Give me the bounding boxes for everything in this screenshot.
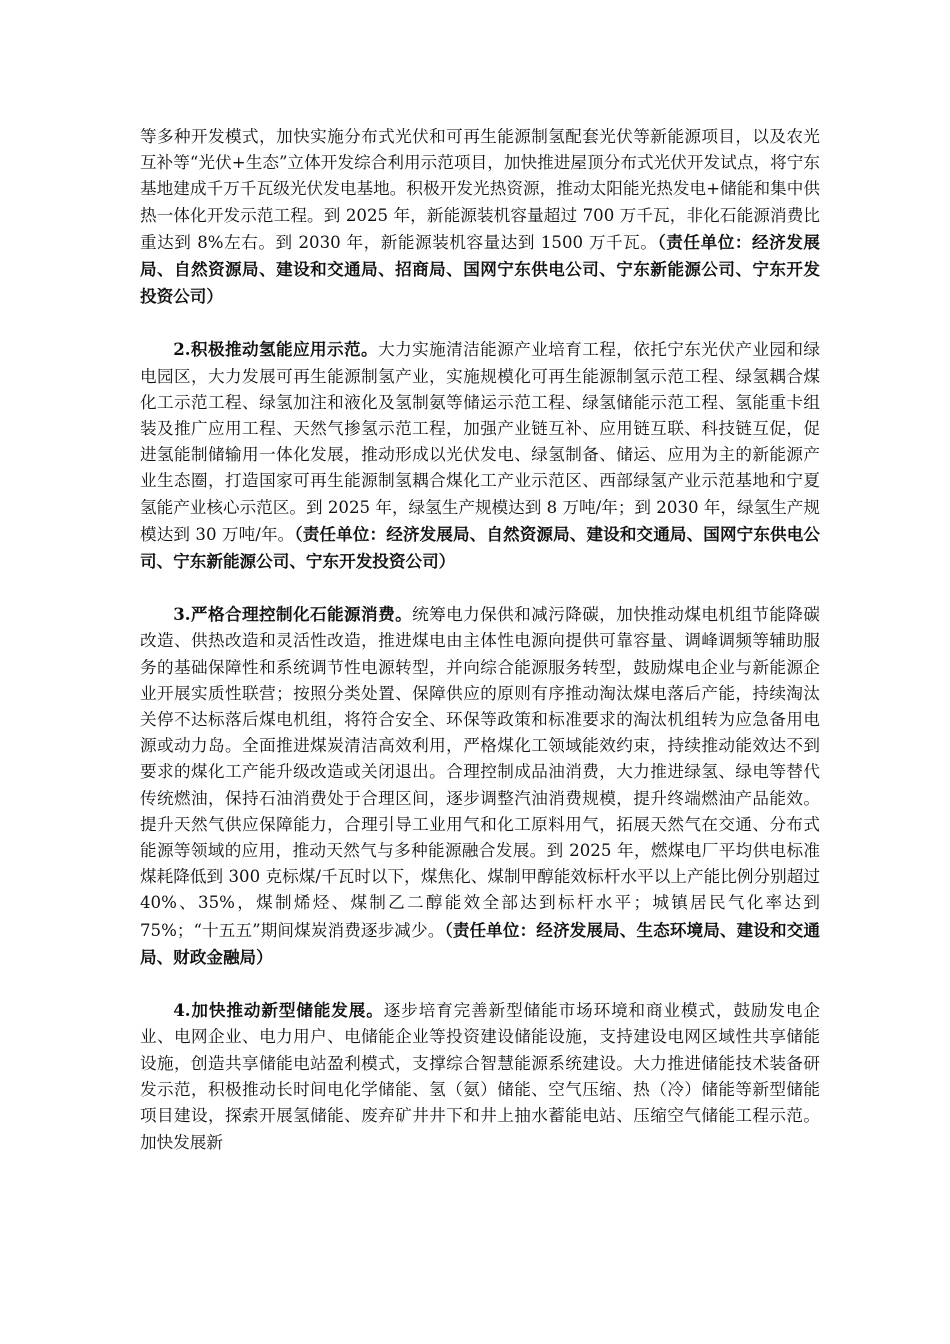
paragraph-spacer [140, 971, 820, 997]
intro-paragraph [140, 124, 820, 310]
section-heading: 3.严格合理控制化石能源消费。 [173, 604, 413, 625]
paragraph-spacer [140, 575, 820, 601]
intro-responsibility: （责任单位：经济发展局、自然资源局、建设和交通局、招商局、国网宁东供电公司、宁东新能源公司、宁东开发投资公司） [140, 231, 820, 307]
section-fossil-energy [140, 601, 820, 971]
section-heading: 2.积极推动氢能应用示范。 [173, 339, 379, 360]
section-responsibility: （责任单位：经济发展局、生态环境局、建设和交通局、财政金融局） [140, 919, 820, 967]
section-body: 逐步培育完善新型储能市场环境和商业模式，鼓励发电企业、电网企业、电力用户、电储能企业等投资建设储能设施，支持建设电网区域性共享储能设施，创造共享储能电站盈利模式，支撑综合智慧能源系统建设。大力推进储能技术装备研发示范，积极推动长时间电化学储能、氢（氨）储能、空气压缩、热（冷）储能等新型储能项目建设，探索开展氢储能、废弃矿井井下和井上抽水蓄能电站、压缩空气储能工程示范。加快发展新 [140, 1001, 820, 1153]
section-energy-storage [140, 997, 820, 1156]
section-heading: 4.加快推动新型储能发展。 [173, 1000, 384, 1021]
section-hydrogen [140, 336, 820, 575]
section-responsibility: （责任单位：经济发展局、自然资源局、建设和交通局、国网宁东供电公司、宁东新能源公司、宁东开发投资公司） [140, 523, 820, 572]
document-page [140, 124, 820, 1156]
intro-body-text: 等多种开发模式，加快实施分布式光伏和可再生能源制氢配套光伏等新能源项目，以及农光互补等“光伏+生态”立体开发综合利用示范项目，加快推进屋顶分布式光伏开发试点，将宁东基地建成千万千瓦级光伏发电基地。积极开发光热资源，推动太阳能光热发电+储能和集中供热一体化开发示范工程。到 2025 年，新能源装机容量超过 700 万千瓦，非化石能源消费比重达到 8%左右。到 2030 年，新能源装机容量达到 1500 万千瓦。 [140, 127, 820, 252]
section-body: 统筹电力保供和减污降碳，加快推动煤电机组节能降碳改造、供热改造和灵活性改造，推进煤电由主体性电源向提供可靠容量、调峰调频等辅助服务的基础保障性和系统调节性电源转型，并向综合能源服务转型，鼓励煤电企业与新能源企业开展实质性联营；按照分类处置、保障供应的原则有序推动淘汰煤电落后产能，持续淘汰关停不达标落后煤电机组，将符合安全、环保等政策和标准要求的淘汰机组转为应急备用电源或动力岛。全面推进煤炭清洁高效利用，严格煤化工领域能效约束，持续推动能效达不到要求的煤化工产能升级改造或关闭退出。合理控制成品油消费，大力推进绿氢、绿电等替代传统燃油，保持石油消费处于合理区间，逐步调整汽油消费规模，提升终端燃油产品能效。提升天然气供应保障能力，合理引导工业用气和化工原料用气，拓展天然气在交通、分布式能源等领域的应用，推动天然气与多种能源融合发展。到 2025 年，燃煤电厂平均供电标准煤耗降低到 300 克标煤/千瓦时以下，煤焦化、煤制甲醇能效标杆水平以上产能比例分别超过 40%、35%，煤制烯烃、煤制乙二醇能效全部达到标杆水平；城镇居民气化率达到 75%；“十五五”期间煤炭消费逐步减少。 [140, 605, 821, 940]
section-body: 大力实施清洁能源产业培育工程，依托宁东光伏产业园和绿电园区，大力发展可再生能源制氢产业，实施规模化可再生能源制氢示范工程、绿氢耦合煤化工示范工程、绿氢加注和液化及氢制氨等储运示范工程、绿氢储能示范工程、氢能重卡组装及推广应用工程、天然气掺氢示范工程，加强产业链互补、应用链互联、科技链互促，促进氢能制储输用一体化发展，推动形成以光伏发电、绿氢制备、储运、应用为主的新能源产业生态圈，打造国家可再生能源制氢耦合煤化工产业示范区、西部绿氢产业示范基地和宁夏氢能产业核心示范区。到 2025 年，绿氢生产规模达到 8 万吨/年；到 2030 年，绿氢生产规模达到 30 万吨/年。 [140, 340, 820, 544]
paragraph-spacer [140, 310, 820, 336]
